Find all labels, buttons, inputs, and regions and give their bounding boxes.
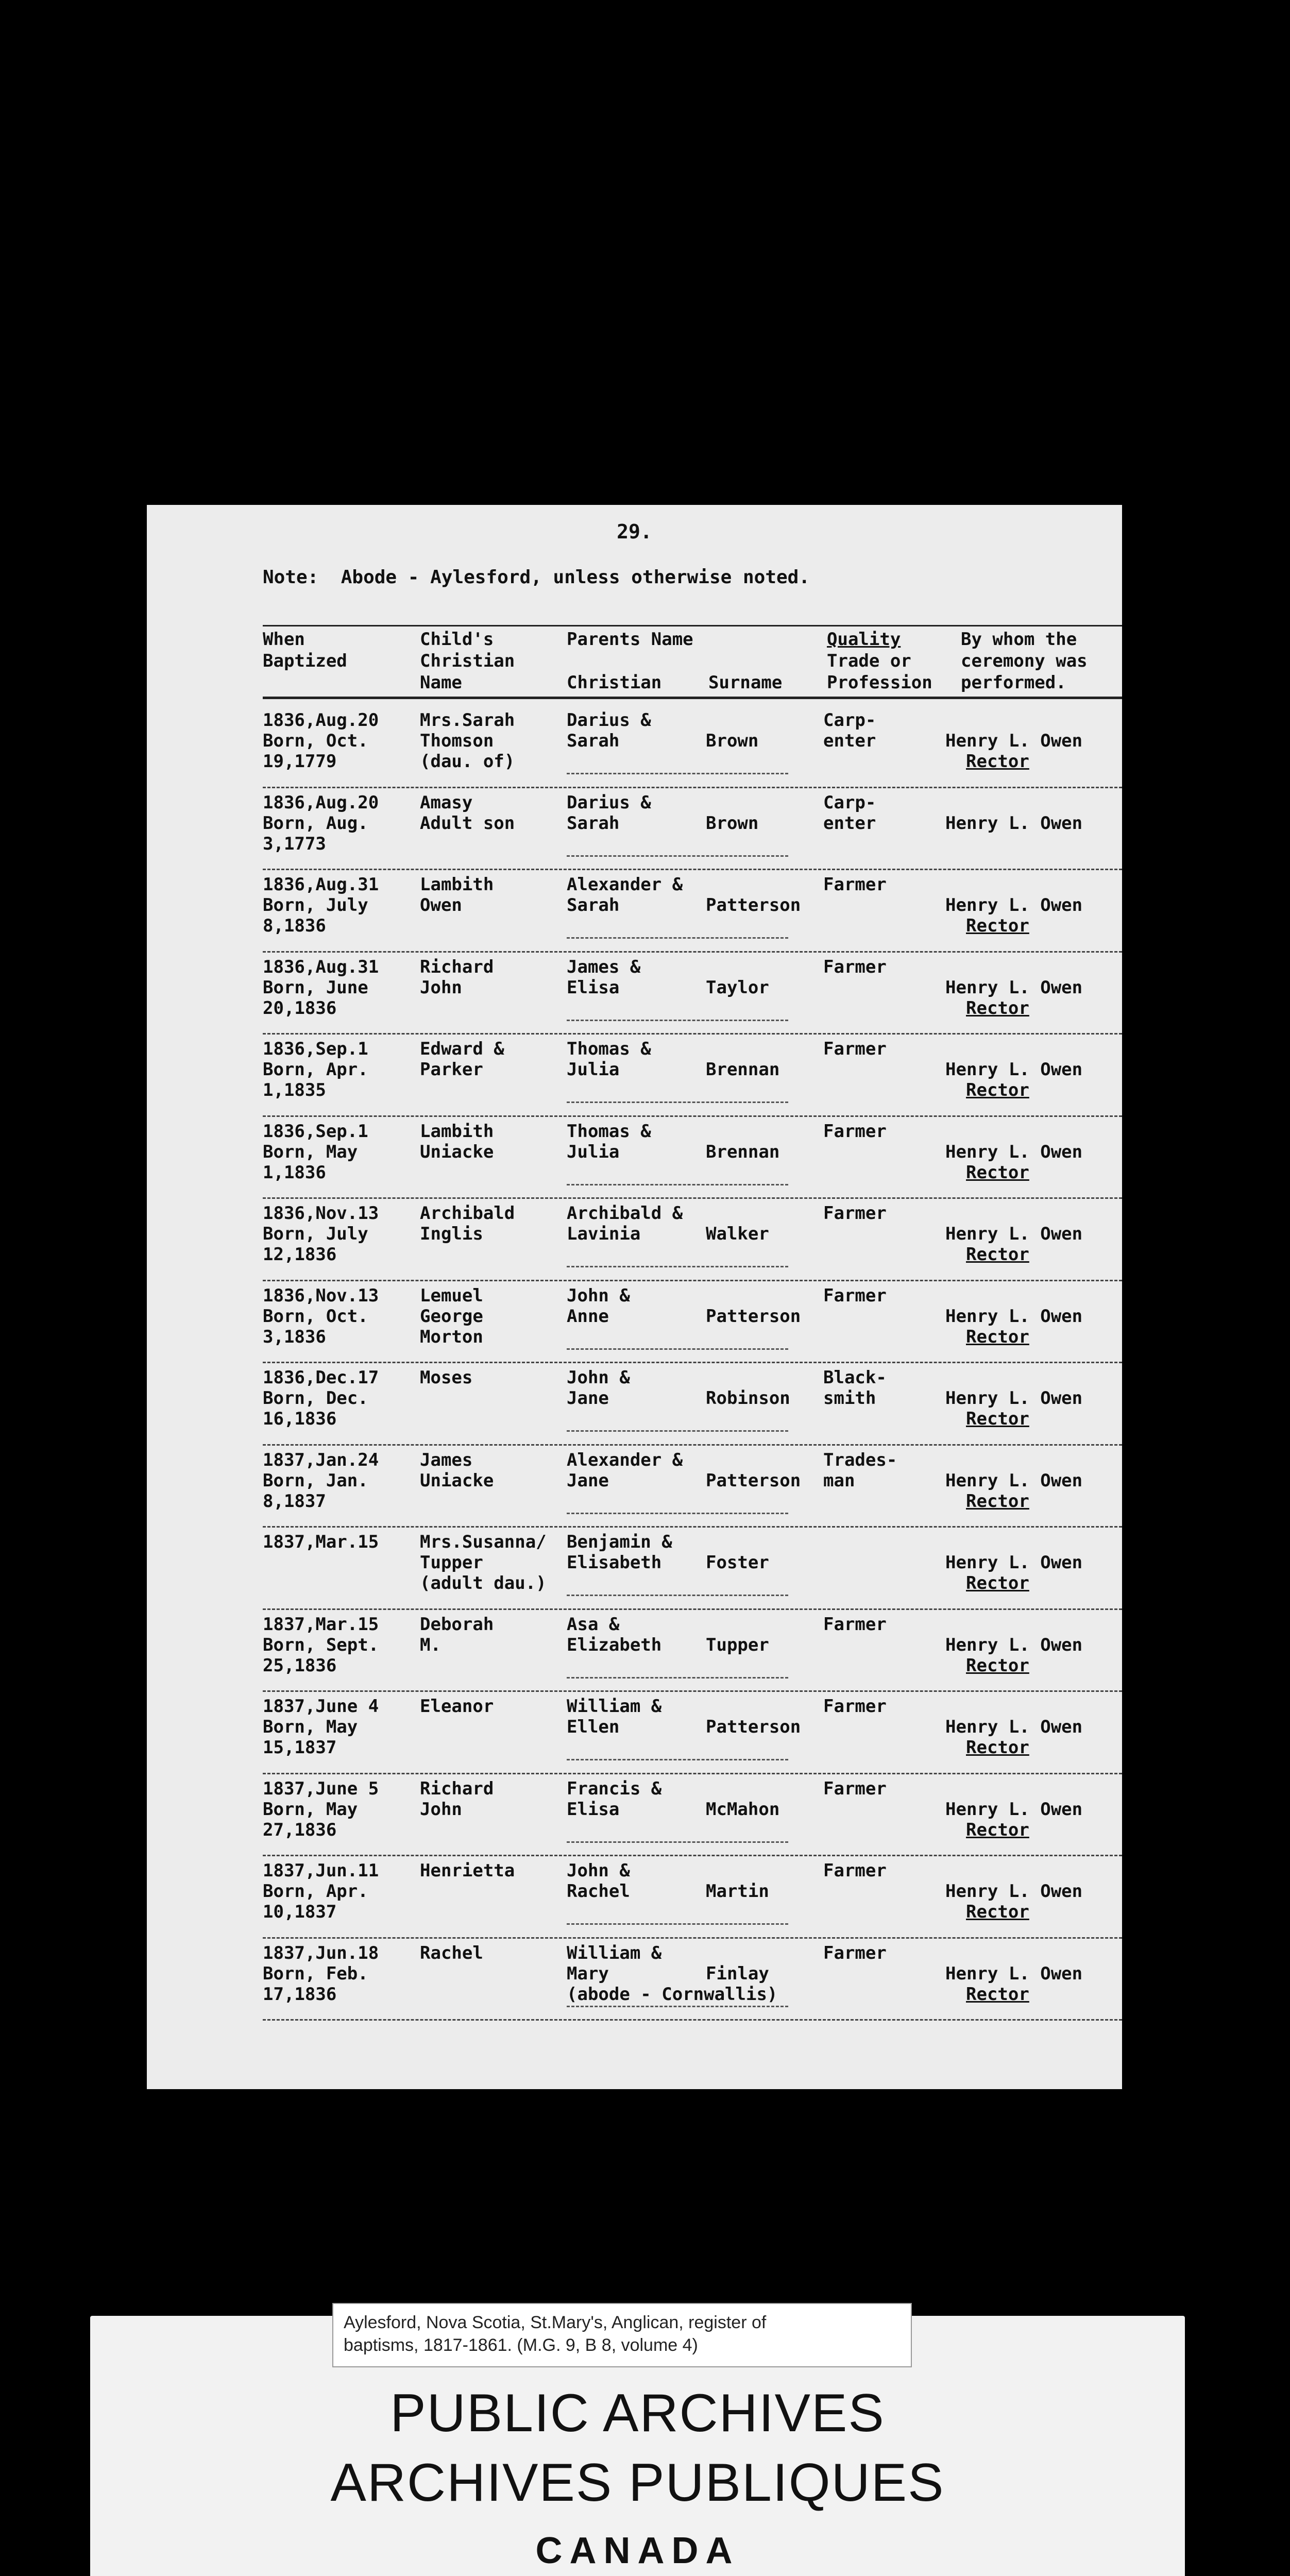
parents-surname-cell: McMahon: [706, 1799, 780, 1820]
parents-christian-cell: Archibald & Lavinia: [567, 1203, 683, 1244]
citation-slip: [332, 2303, 912, 2367]
parents-surname-cell: Martin: [706, 1881, 769, 1902]
header-rule-top: [263, 625, 1122, 626]
child-name-cell: Lambith Owen: [420, 874, 494, 916]
parents-surname-cell: Tupper: [706, 1634, 769, 1655]
parents-christian-cell: Darius & Sarah: [567, 710, 651, 751]
when-baptized-cell: 1837,June 5 Born, May 27,1836: [263, 1778, 379, 1840]
when-baptized-cell: 1836,Aug.31 Born, June 20,1836: [263, 956, 379, 1019]
table-row: [263, 1939, 1122, 2021]
officiant-cell: Henry L. Owen Rector: [945, 1634, 1083, 1676]
table-row: [263, 706, 1122, 788]
parents-dash-rule: [567, 1020, 788, 1021]
parents-christian-cell: Thomas & Julia: [567, 1039, 651, 1080]
officiant-cell: Henry L. Owen Rector: [945, 1059, 1083, 1100]
header-quality-trade: Quality Trade or Profession: [827, 629, 932, 693]
parents-dash-rule: [567, 1595, 788, 1596]
parents-surname-cell: Taylor: [706, 977, 769, 998]
child-name-cell: Moses: [420, 1367, 473, 1388]
parents-surname-cell: Brennan: [706, 1141, 780, 1162]
child-name-cell: Rachel: [420, 1942, 483, 1963]
parents-surname-cell: Patterson: [706, 1306, 801, 1327]
officiant-cell: Henry L. Owen Rector: [945, 1799, 1083, 1840]
officiant-cell: Henry L. Owen Rector: [945, 1881, 1083, 1922]
table-row: [263, 1117, 1122, 1199]
parents-dash-rule: [567, 937, 788, 939]
parents-surname-cell: Foster: [706, 1552, 769, 1573]
child-name-cell: Richard John: [420, 1778, 494, 1820]
trade-cell: Carp- enter: [823, 792, 876, 834]
table-row: [263, 953, 1122, 1035]
child-name-cell: Henrietta: [420, 1860, 515, 1881]
parents-dash-rule: [567, 1430, 788, 1432]
table-row: [263, 1610, 1122, 1692]
parents-dash-rule: [567, 1677, 788, 1679]
parents-christian-cell: Thomas & Julia: [567, 1121, 651, 1162]
parents-christian-cell: Francis & Elisa: [567, 1778, 662, 1820]
archives-publiques-title: ARCHIVES PUBLIQUES: [330, 2453, 945, 2513]
baptism-entries: [263, 706, 1122, 2021]
when-baptized-cell: 1836,Nov.13 Born, Oct. 3,1836: [263, 1285, 379, 1347]
parents-christian-cell: Darius & Sarah: [567, 792, 651, 834]
parents-christian-cell: Benjamin & Elisabeth: [567, 1532, 672, 1573]
trade-cell: Farmer: [823, 1696, 887, 1717]
parents-surname-cell: Brown: [706, 812, 759, 834]
when-baptized-cell: 1836,Sep.1 Born, Apr. 1,1835: [263, 1039, 368, 1100]
officiant-cell: Henry L. Owen Rector: [945, 1224, 1083, 1265]
when-baptized-cell: 1836,Nov.13 Born, July 12,1836: [263, 1203, 379, 1265]
parents-christian-cell: William & Mary (abode - Cornwallis): [567, 1942, 778, 2005]
parents-dash-rule: [567, 1348, 788, 1350]
child-name-cell: Amasy Adult son: [420, 792, 515, 834]
citation-line-1: Aylesford, Nova Scotia, St.Mary's, Anglican, register of: [344, 2313, 767, 2332]
archive-label-card: [90, 2313, 1185, 2576]
parents-surname-cell: Brennan: [706, 1059, 780, 1080]
trade-cell: Farmer: [823, 1860, 887, 1881]
when-baptized-cell: 1837,June 4 Born, May 15,1837: [263, 1696, 379, 1758]
when-baptized-cell: 1837,Jun.11 Born, Apr. 10,1837: [263, 1860, 379, 1922]
when-baptized-cell: 1837,Jan.24 Born, Jan. 8,1837: [263, 1449, 379, 1512]
child-name-cell: Richard John: [420, 956, 494, 998]
when-baptized-cell: 1837,Mar.15: [263, 1532, 379, 1552]
parents-surname-cell: Brown: [706, 731, 759, 751]
when-baptized-cell: 1836,Dec.17 Born, Dec. 16,1836: [263, 1367, 379, 1429]
trade-cell: Black- smith: [823, 1367, 887, 1409]
parents-dash-rule: [567, 1923, 788, 1925]
parents-surname-cell: Finlay: [706, 1963, 769, 1984]
child-name-cell: Mrs.Susanna/ Tupper (adult dau.): [420, 1532, 547, 1594]
parents-christian-cell: William & Ellen: [567, 1696, 662, 1737]
trade-cell: Farmer: [823, 874, 887, 895]
trade-cell: Farmer: [823, 1942, 887, 1963]
officiant-cell: Henry L. Owen Rector: [945, 1552, 1083, 1594]
parents-dash-rule: [567, 1266, 788, 1267]
officiant-cell: Henry L. Owen Rector: [945, 1963, 1083, 2005]
table-row: [263, 1281, 1122, 1364]
header-child-name: Child's Christian Name: [420, 629, 515, 693]
table-row: [263, 788, 1122, 871]
parents-dash-rule: [567, 1101, 788, 1103]
when-baptized-cell: 1836,Aug.20 Born, Oct. 19,1779: [263, 710, 379, 772]
child-name-cell: Lemuel George Morton: [420, 1285, 483, 1347]
officiant-cell: Henry L. Owen: [945, 812, 1083, 834]
canada-title: CANADA: [535, 2530, 740, 2571]
child-name-cell: James Uniacke: [420, 1449, 494, 1491]
table-row: [263, 870, 1122, 953]
child-name-cell: Eleanor: [420, 1696, 494, 1717]
parents-surname-cell: Walker: [706, 1224, 769, 1244]
table-row: [263, 1774, 1122, 1857]
parents-christian-cell: James & Elisa: [567, 956, 641, 998]
parents-dash-rule: [567, 1184, 788, 1185]
trade-cell: Farmer: [823, 1285, 887, 1306]
officiant-cell: Henry L. Owen Rector: [945, 1388, 1083, 1429]
abode-note: Note: Abode - Aylesford, unless otherwise noted.: [263, 567, 810, 588]
trade-cell: Farmer: [823, 956, 887, 977]
parents-dash-rule: [567, 1759, 788, 1760]
parents-dash-rule: [567, 1513, 788, 1514]
parents-dash-rule: [567, 855, 788, 857]
parents-christian-cell: John & Anne: [567, 1285, 630, 1327]
trade-cell: Farmer: [823, 1121, 887, 1142]
header-by-whom: By whom the ceremony was performed.: [961, 629, 1088, 693]
when-baptized-cell: 1836,Aug.20 Born, Aug. 3,1773: [263, 792, 379, 854]
table-row: [263, 1363, 1122, 1446]
register-page: [147, 505, 1122, 2089]
table-row: [263, 1446, 1122, 1528]
parents-christian-cell: John & Jane: [567, 1367, 630, 1409]
table-row: [263, 1528, 1122, 1610]
trade-cell: Farmer: [823, 1614, 887, 1635]
trade-cell: Trades- man: [823, 1449, 897, 1491]
parents-dash-rule: [567, 2006, 788, 2007]
when-baptized-cell: 1836,Sep.1 Born, May 1,1836: [263, 1121, 368, 1183]
child-name-cell: Edward & Parker: [420, 1039, 504, 1080]
officiant-cell: Henry L. Owen Rector: [945, 895, 1083, 936]
table-row: [263, 1199, 1122, 1281]
when-baptized-cell: 1837,Jun.18 Born, Feb. 17,1836: [263, 1942, 379, 2005]
header-parents-christian: Christian: [567, 672, 662, 693]
officiant-cell: Henry L. Owen Rector: [945, 731, 1083, 772]
child-name-cell: Lambith Uniacke: [420, 1121, 494, 1162]
when-baptized-cell: 1836,Aug.31 Born, July 8,1836: [263, 874, 379, 936]
when-baptized-cell: 1837,Mar.15 Born, Sept. 25,1836: [263, 1614, 379, 1676]
trade-cell: Farmer: [823, 1203, 887, 1224]
officiant-cell: Henry L. Owen Rector: [945, 1470, 1083, 1512]
table-row: [263, 1692, 1122, 1774]
parents-surname-cell: Patterson: [706, 1717, 801, 1737]
parents-surname-cell: Patterson: [706, 1470, 801, 1491]
page-number: 29.: [617, 520, 652, 543]
officiant-cell: Henry L. Owen Rector: [945, 1306, 1083, 1347]
header-parents-surname: Surname: [708, 672, 783, 693]
parents-surname-cell: Robinson: [706, 1388, 790, 1409]
officiant-cell: Henry L. Owen Rector: [945, 1717, 1083, 1758]
parents-christian-cell: John & Rachel: [567, 1860, 630, 1902]
officiant-cell: Henry L. Owen Rector: [945, 1141, 1083, 1183]
parents-dash-rule: [567, 1841, 788, 1843]
trade-cell: Carp- enter: [823, 710, 876, 751]
citation-line-2: baptisms, 1817-1861. (M.G. 9, B 8, volume 4): [344, 2335, 698, 2355]
header-parents-name: Parents Name Christian: [567, 629, 693, 693]
parents-christian-cell: Alexander & Sarah: [567, 874, 683, 916]
child-name-cell: Deborah M.: [420, 1614, 494, 1655]
public-archives-title: PUBLIC ARCHIVES: [390, 2383, 885, 2443]
table-row: [263, 1035, 1122, 1117]
trade-cell: Farmer: [823, 1039, 887, 1059]
trade-cell: Farmer: [823, 1778, 887, 1799]
table-row: [263, 1856, 1122, 1939]
parents-christian-cell: Alexander & Jane: [567, 1449, 683, 1491]
parents-dash-rule: [567, 773, 788, 774]
officiant-cell: Henry L. Owen Rector: [945, 977, 1083, 1019]
parents-christian-cell: Asa & Elizabeth: [567, 1614, 662, 1655]
header-when-baptized: When Baptized: [263, 629, 347, 671]
child-name-cell: Archibald Inglis: [420, 1203, 515, 1244]
child-name-cell: Mrs.Sarah Thomson (dau. of): [420, 710, 515, 772]
header-rule-bottom: [263, 697, 1122, 699]
parents-surname-cell: Patterson: [706, 895, 801, 916]
